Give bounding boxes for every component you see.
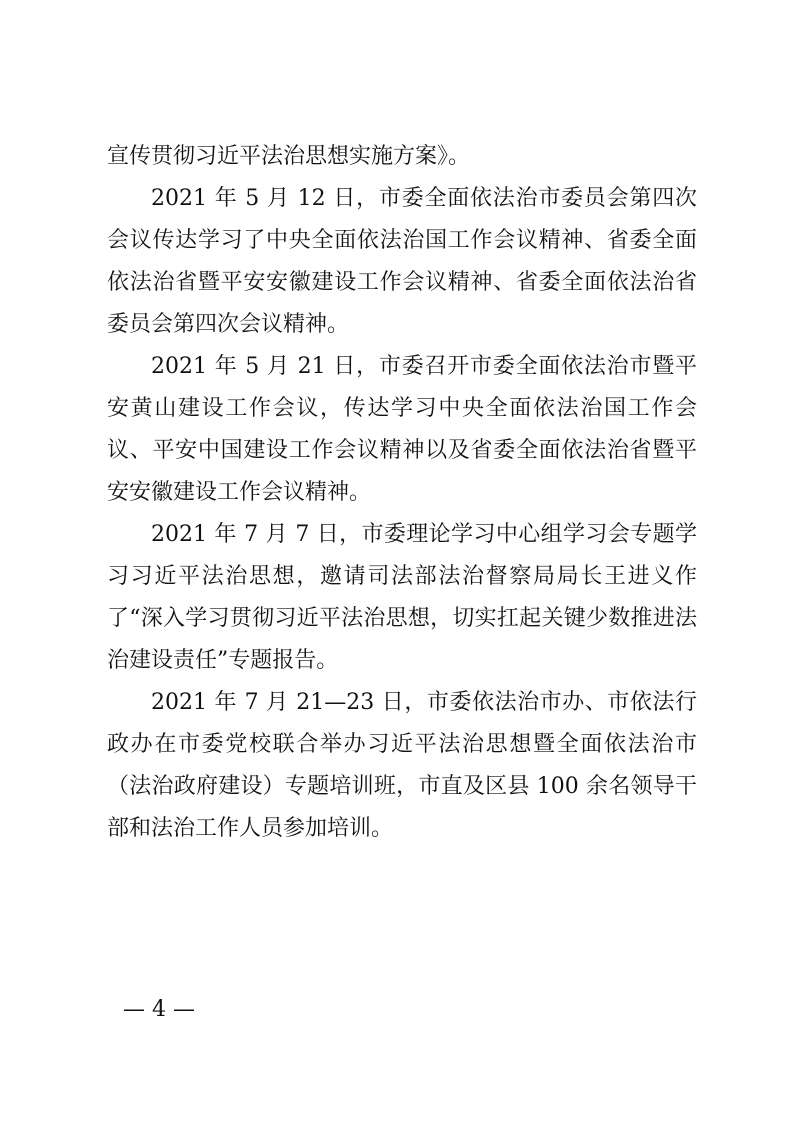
paragraph-july-21-23: 2021 年 7 月 21—23 日，市委依法治市办、市依法行政办在市委党校联合举办习近平法治思想暨全面依法治市（法治政府建设）专题培训班，市直及区县 100 余名领导干部和法治工作人员参加培训。 [107, 690, 697, 841]
body-text [107, 136, 697, 850]
paragraph-may-12: 2021 年 5 月 12 日，市委全面依法治市委员会第四次会议传达学习了中央全面依法治国工作会议精神、省委全面依法治省暨平安安徽建设工作会议精神、省委全面依法治省委员会第四次会议精神。 [107, 186, 697, 337]
page-number: — 4 — [123, 997, 195, 1022]
paragraph-continuation: 宣传贯彻习近平法治思想实施方案》。 [107, 144, 471, 169]
paragraph-july-7: 2021 年 7 月 7 日，市委理论学习中心组学习会专题学习习近平法治思想，邀请司法部法治督察局局长王进义作了“深入学习贯彻习近平法治思想，切实扛起关键少数推进法治建设责任”专题报告。 [107, 522, 697, 673]
paragraph-may-21: 2021 年 5 月 21 日，市委召开市委全面依法治市暨平安黄山建设工作会议，传达学习中央全面依法治国工作会议、平安中国建设工作会议精神以及省委全面依法治省暨平安安徽建设工作会议精神。 [107, 354, 697, 505]
